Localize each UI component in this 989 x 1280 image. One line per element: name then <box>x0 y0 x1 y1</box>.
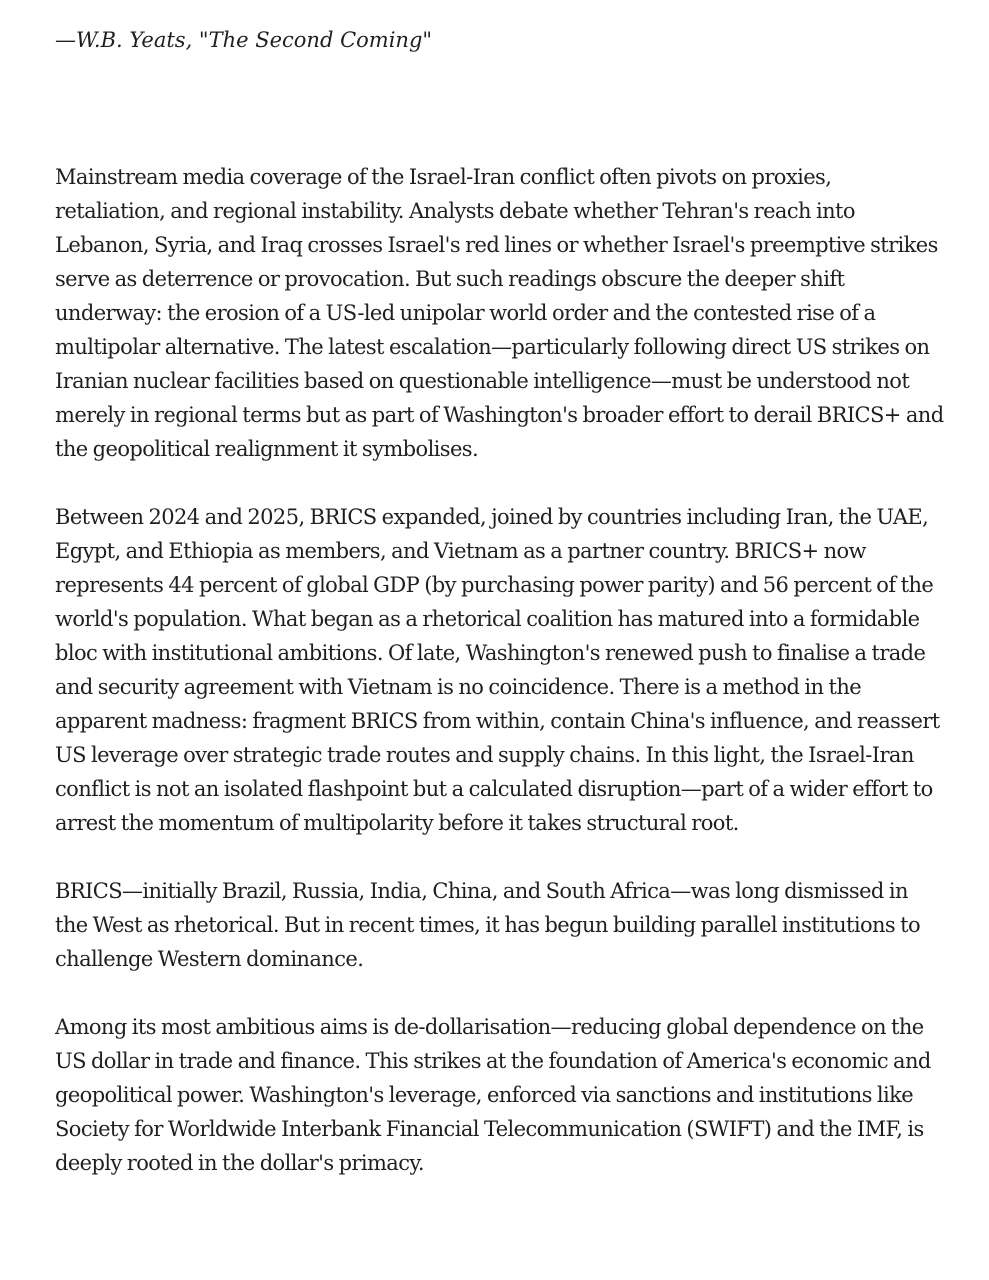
paragraph-intro: Mainstream media coverage of the Israel-Iran conflict often pivots on proxies, retaliation, and regional instability. Analysts debate whether Tehran's reach into Lebanon, Syria, and Iraq crosses Israel's red lines or whether Israel's preemptive strikes serve as deterrence or provocation. But such readings obscure the deeper shift underway: the erosion of a US-led unipolar world order and the contested rise of a multipolar alternative. The latest escalation—particularly following direct US strikes on Iranian nuclear facilities based on questionable intelligence—must be understood not merely in regional terms but as part of Washington's broader effort to derail BRICS+ and the geopolitical realignment it symbolises. <box>55 165 944 461</box>
paragraph-brics-expansion: Between 2024 and 2025, BRICS expanded, joined by countries including Iran, the UAE, Egypt, and Ethiopia as members, and Vietnam as a partner country. BRICS+ now represents 44 percent of global GDP (by purchasing power parity) and 56 percent of the world's population. What began as a rhetorical coalition has matured into a formidable bloc with institutional ambitions. Of late, Washington's renewed push to finalise a trade and security agreement with Vietnam is no coincidence. There is a method in the apparent madness: fragment BRICS from within, contain China's influence, and reassert US leverage over strategic trade routes and supply chains. In this light, the Israel-Iran conflict is not an isolated flashpoint but a calculated disruption—part of a wider effort to arrest the momentum of multipolarity before it takes structural root. <box>55 505 940 835</box>
article-body <box>55 160 945 1214</box>
epigraph-attribution: —W.B. Yeats, "The Second Coming" <box>55 28 433 52</box>
paragraph-de-dollarisation: Among its most ambitious aims is de-dollarisation—reducing global dependence on the US dollar in trade and finance. This strikes at the foundation of America's economic and geopolitical power. Washington's leverage, enforced via sanctions and institutions like Society for Worldwide Interbank Financial Telecommunication (SWIFT) and the IMF, is deeply rooted in the dollar's primacy. <box>55 1015 931 1175</box>
paragraph-brics-history: BRICS—initially Brazil, Russia, India, China, and South Africa—was long dismissed in the West as rhetorical. But in recent times, it has begun building parallel institutions to challenge Western dominance. <box>55 879 921 971</box>
